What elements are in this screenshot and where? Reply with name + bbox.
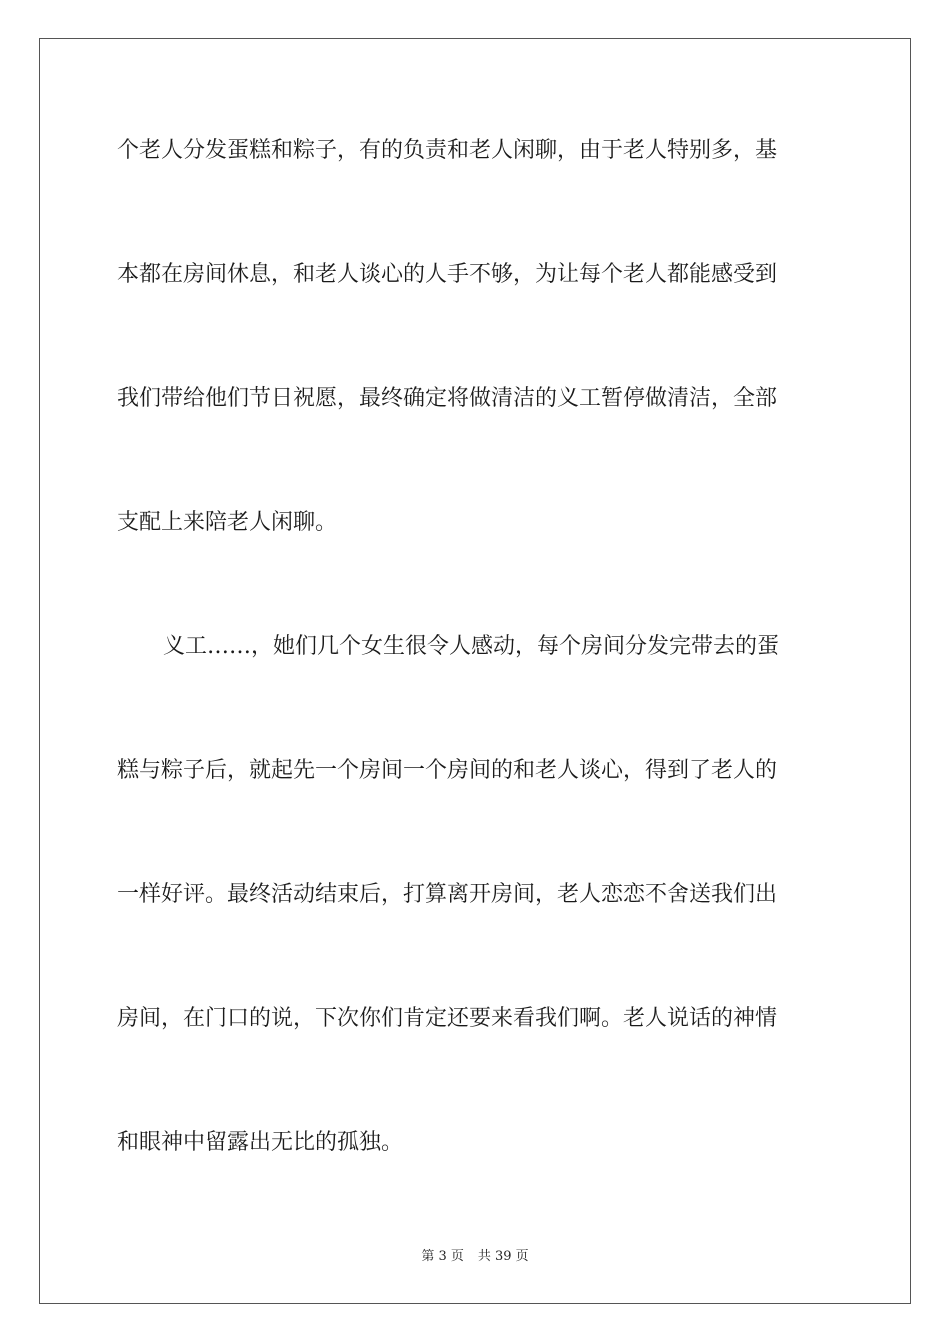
page-border	[39, 38, 911, 1304]
paragraph-2-line-5: 和眼神中留露出无比的孤独。	[117, 1130, 404, 1155]
page-footer	[0, 1248, 950, 1266]
paragraph-2-line-3: 一样好评。最终活动结束后，打算离开房间，老人恋恋不舍送我们出	[117, 882, 778, 907]
paragraph-1-line-4: 支配上来陪老人闲聊。	[117, 510, 338, 535]
paragraph-1-line-1: 个老人分发蛋糕和粽子，有的负责和老人闲聊，由于老人特别多，基	[117, 138, 778, 163]
paragraph-2-line-1: 义工……，她们几个女生很令人感动，每个房间分发完带去的蛋	[163, 634, 780, 659]
paragraph-1-line-3: 我们带给他们节日祝愿，最终确定将做清洁的义工暂停做清洁，全部	[117, 386, 778, 411]
paragraph-2-line-4: 房间，在门口的说，下次你们肯定还要来看我们啊。老人说话的神情	[117, 1006, 778, 1031]
total-pages: 共 39 页	[477, 1249, 529, 1264]
page-number: 第 3 页	[421, 1249, 464, 1264]
paragraph-1-line-2: 本都在房间休息，和老人谈心的人手不够，为让每个老人都能感受到	[117, 262, 778, 287]
paragraph-2-line-2: 糕与粽子后，就起先一个房间一个房间的和老人谈心，得到了老人的	[117, 758, 778, 783]
